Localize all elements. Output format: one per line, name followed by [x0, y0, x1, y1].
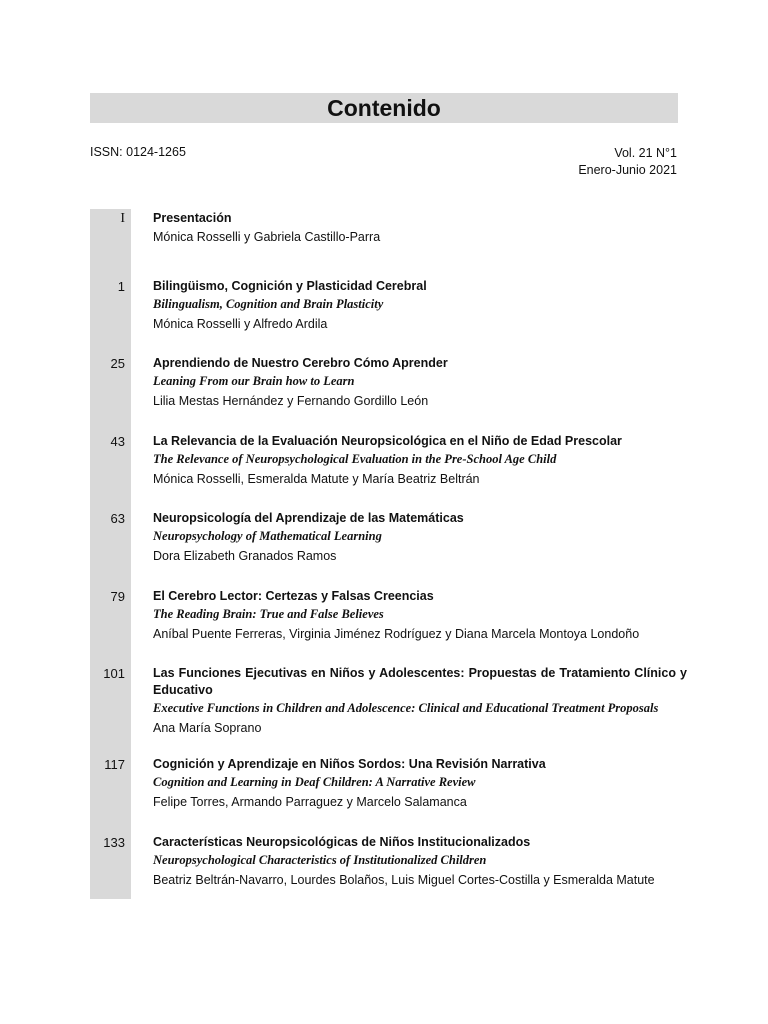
toc-page-number: 63 [110, 511, 125, 526]
toc-page-number: 133 [103, 835, 125, 850]
toc-authors: Aníbal Puente Ferreras, Virginia Jiménez Rodríguez y Diana Marcela Montoya Londoño [153, 627, 640, 641]
toc-entry[interactable] [90, 210, 687, 278]
toc-page-number: 117 [104, 757, 125, 772]
toc-entry[interactable] [90, 510, 687, 588]
toc-title-es[interactable]: Las Funciones Ejecutivas en Niños y Adolescentes: Propuestas de Tratamiento Clínico y Educativo [153, 666, 687, 697]
table-of-contents [90, 210, 687, 890]
page-title: Contenido [327, 95, 441, 121]
toc-title-en: The Reading Brain: True and False Believes [153, 607, 384, 621]
issn-label: ISSN: 0124-1265 [90, 145, 186, 159]
toc-authors: Ana María Soprano [153, 721, 262, 735]
volume-number: Vol. 21 N°1 [614, 146, 677, 160]
contents-title-bar [90, 93, 678, 123]
toc-page-number: 101 [103, 666, 125, 681]
toc-page-number: I [120, 211, 125, 226]
toc-page-number: 43 [110, 434, 125, 449]
publication-period: Enero-Junio 2021 [578, 163, 677, 177]
toc-entry[interactable] [90, 433, 687, 510]
toc-title-en: Executive Functions in Children and Adolescence: Clinical and Educational Treatment Proposals [153, 701, 659, 715]
toc-entry[interactable] [90, 355, 687, 433]
toc-title-es[interactable]: Características Neuropsicológicas de Niños Institucionalizados [153, 835, 531, 849]
toc-entry[interactable] [90, 278, 687, 355]
toc-authors: Beatriz Beltrán-Navarro, Lourdes Bolaños, Luis Miguel Cortes-Costilla y Esmeralda Matute [153, 873, 655, 887]
volume-info [578, 145, 677, 179]
toc-title-es[interactable]: La Relevancia de la Evaluación Neuropsicológica en el Niño de Edad Prescolar [153, 434, 622, 448]
toc-entry[interactable] [90, 588, 687, 665]
toc-entry[interactable] [90, 834, 687, 890]
toc-title-en: Neuropsychological Characteristics of Institutionalized Children [153, 853, 487, 867]
toc-authors: Mónica Rosselli y Alfredo Ardila [153, 317, 328, 331]
toc-title-es[interactable]: Bilingüismo, Cognición y Plasticidad Cerebral [153, 279, 427, 293]
toc-title-es[interactable]: Neuropsicología del Aprendizaje de las Matemáticas [153, 511, 464, 525]
toc-page-number: 1 [117, 279, 125, 294]
toc-authors: Lilia Mestas Hernández y Fernando Gordillo León [153, 394, 429, 408]
toc-page-number: 25 [110, 356, 125, 371]
toc-title-es[interactable]: Aprendiendo de Nuestro Cerebro Cómo Aprender [153, 356, 448, 370]
toc-authors: Mónica Rosselli, Esmeralda Matute y María Beatriz Beltrán [153, 472, 480, 486]
toc-authors: Dora Elizabeth Granados Ramos [153, 549, 337, 563]
toc-authors: Felipe Torres, Armando Parraguez y Marcelo Salamanca [153, 795, 467, 809]
toc-entry[interactable] [90, 665, 687, 756]
toc-page-number: 79 [110, 589, 125, 604]
toc-title-en: Cognition and Learning in Deaf Children: A Narrative Review [153, 775, 476, 789]
toc-entry[interactable] [90, 756, 687, 834]
toc-title-en: Neuropsychology of Mathematical Learning [153, 529, 382, 543]
toc-authors: Mónica Rosselli y Gabriela Castillo-Parra [153, 230, 381, 244]
toc-title-en: Leaning From our Brain how to Learn [153, 374, 355, 388]
toc-title-es[interactable]: Presentación [153, 211, 232, 225]
toc-title-en: The Relevance of Neuropsychological Evaluation in the Pre-School Age Child [153, 452, 557, 466]
toc-title-es[interactable]: Cognición y Aprendizaje en Niños Sordos: Una Revisión Narrativa [153, 757, 546, 771]
toc-title-en: Bilingualism, Cognition and Brain Plasticity [153, 297, 384, 311]
toc-title-es[interactable]: El Cerebro Lector: Certezas y Falsas Creencias [153, 589, 434, 603]
